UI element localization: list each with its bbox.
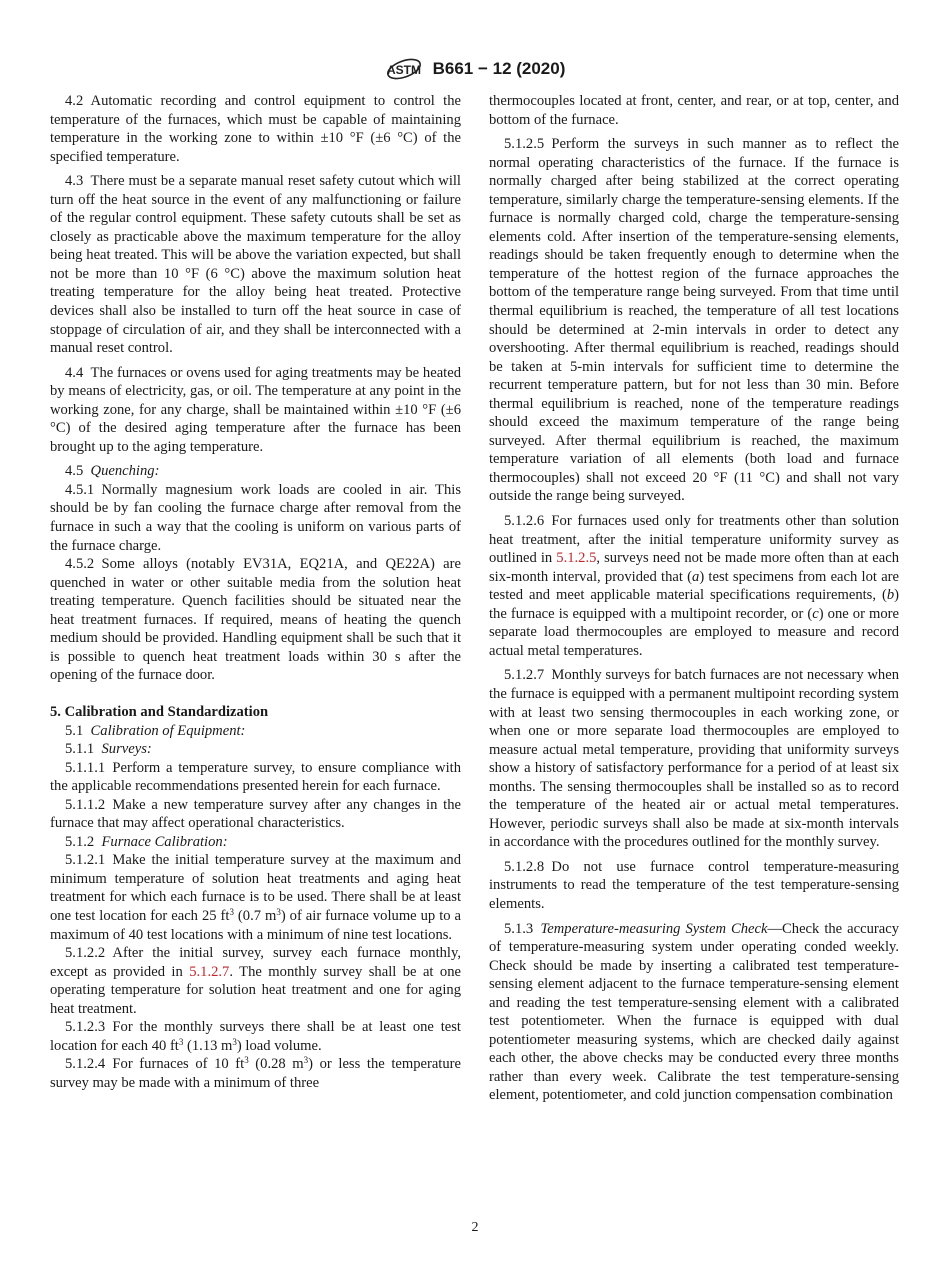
paragraph-4-4 (50, 364, 461, 457)
paragraph-text: 4.5 (65, 463, 91, 480)
superscript: 3 (229, 906, 234, 917)
paragraph-text: 5.1.2.7 Monthly surveys for batch furnaces are not necessary when the furnace is equipped with a permanent multipoint recording system with at least two sensing thermocouples in each working zone, or when one or more separate load thermocouples are employed to measure actual metal temperature, providing that uniformity surveys show a history of satisfactory performance for a period of at least six months. The sensing thermocouples shall be installed so as to record the temperature of the heated air or actual metal temperatures. However, periodic surveys shall also be made at six-month intervals in accordance with the procedures outlined for the monthly survey. (489, 667, 899, 851)
paragraph-text: ) the furnace is equipped with a multipoint recorder, or ( (489, 587, 899, 622)
paragraph-4-5-1 (50, 481, 461, 555)
paragraph-text: 4.4 The furnaces or ovens used for aging treatments may be heated by means of electricity, gas, or oil. The temperature at any point in the working zone, for any charge, shall be maintained within ±10 °F (±6 °C) of the desired aging temperature after the furnace has been brought up to the aging temperature. (50, 364, 461, 455)
paragraph-5-1-2-5 (489, 135, 899, 506)
paragraph-5-1-1-2 (50, 796, 461, 833)
paragraph-text: (0.7 m (233, 907, 277, 924)
paragraph-text: 5.1.2.4 For furnaces of 10 ft (65, 1056, 245, 1073)
superscript: 3 (303, 1055, 309, 1066)
document-designation: B661 − 12 (2020) (432, 59, 566, 78)
paragraph-text: 5.1.1.1 Perform a temperature survey, to ensure compliance with the applicable recommendations presented herein for each furnace. (50, 759, 461, 795)
paragraph-5-1-2-1 (50, 851, 461, 944)
paragraph-5-1-2-2 (50, 944, 461, 1018)
paragraph-5-1-3 (489, 920, 899, 1105)
paragraph-text: 4.5.1 Normally magnesium work loads are cooled in air. This should be by fan cooling the furnace charge after removal from the furnace in such a way that the cooling is uniform on various parts of the furnace charge. (50, 481, 461, 554)
paragraph-4-3 (50, 172, 461, 357)
paragraph-text: 5.1.2.5 Perform the surveys in such manner as to reflect the normal operating characteristics of the furnace. If the furnace is normally charged after being stabilized at the correct operating temperature, similarly charge the temperature-sensing elements. If the furnace is normally charged cold, charge the temperature-sensing elements cold. After insertion of the temperature-sensing elements, readings should be taken frequently enough to determine when the temperature of the hottest region of the furnace approaches the bottom of the temperature range being surveyed. From that time until thermal equilibrium is reached, the temperature of all test locations should be determined at 2-min intervals in order to detect any overshooting. After thermal equilibrium is reached, readings should be taken at 5-min intervals for sufficient time to determine the recurrent temperature pattern, but for not less than 30 min. Before thermal equilibrium is reached, none of the temperature readings should exceed the maximum temperature of the range being surveyed. After thermal equilibrium is reached, the maximum temperature variation of all elements (both load and furnace thermocouples) shall not exceed 20 °F (11 °C) and shall not vary outside the range being surveyed. (489, 136, 899, 505)
paragraph-text: 5.1.2.1 Make the initial temperature survey at the maximum and minimum temperature of solution heat treatments and aging heat treatment for which each furnace is to be used. There shall be at least one test location for each 25 ft (50, 852, 461, 924)
paragraph-text: 5.1.3 (504, 920, 541, 937)
paragraph-5-1-2-7 (489, 666, 899, 851)
paragraph-text: 5.1.2.2 After the initial survey, survey each furnace monthly, except as provided in (50, 945, 461, 980)
paragraph-text: (1.13 m (183, 1037, 233, 1054)
paragraph-text: , surveys need not be made more often than at each six-month interval, provided that ( (489, 550, 899, 585)
italic-text: Furnace Calibration: (101, 833, 228, 850)
paragraph-text: 5.1 (65, 722, 91, 739)
section-heading (50, 703, 461, 722)
italic-text: Calibration of Equipment: (90, 722, 246, 739)
paragraph-text: ) one or more separate load thermocouples are employed to measure and record actual metal temperatures. (489, 605, 899, 659)
svg-text:ASTM: ASTM (386, 63, 421, 77)
section-link[interactable]: 5.1.2.5 (556, 550, 597, 567)
paragraph-text: ) or less the temperature survey may be made with a minimum of three (50, 1056, 461, 1091)
paragraph-5-1-2-6 (489, 512, 899, 660)
paragraph-5-1-2 (50, 833, 461, 852)
paragraph-5-1-1 (50, 740, 461, 759)
paragraph-text: (0.28 m (248, 1056, 304, 1073)
italic-text: c (812, 605, 819, 622)
page-header (0, 56, 950, 82)
paragraph-4-5 (50, 462, 461, 481)
section-link[interactable]: 5.1.2.7 (189, 963, 230, 980)
paragraph-text: —Check the accuracy of temperature-measuring system under operating conded weekly. Check should be made by inserting a calibrated test temperature-sensing element adjacent to the furnace temperature-sensing element and reading the test temperature-sensing element with a calibrated test potentiometer. When the furnace is equipped with dual potentiometer measuring systems, which are checked daily against each other, the above checks may be conducted every three months rather than every week. Calibrate the test temperature-sensing element, potentiometer, and cold junction compensation combination (489, 920, 899, 1104)
left-column (50, 92, 461, 1092)
italic-text: a (692, 568, 700, 585)
paragraph-text: 5.1.2.3 For the monthly surveys there shall be at least one test location for each 40 ft (50, 1019, 461, 1054)
paragraph-5-1 (50, 722, 461, 741)
paragraph-text: 5. Calibration and Standardization (50, 703, 269, 720)
superscript: 3 (232, 1036, 237, 1047)
paragraph-text: 4.2 Automatic recording and control equipment to control the temperature of the furnaces, which must be capable of maintaining temperature in the working zone to within ±10 °F (±6 °C) of the specified temperature. (50, 93, 461, 165)
paragraph-text: 4.5.2 Some alloys (notably EV31A, EQ21A, and QE22A) are quenched in water or other suitable media from the solution heat treating temperature. Quench facilities should be situated near the heat treatment furnaces. If required, means of heating the quench medium should be provided. Handling equipment shall be such that it is possible to quench heat treatment loads within 30 s after the opening of the furnace door. (50, 556, 461, 684)
astm-logo-icon (385, 56, 423, 82)
paragraph-text: 5.1.2 (65, 833, 102, 850)
superscript: 3 (178, 1036, 184, 1047)
superscript: 3 (276, 906, 281, 917)
paragraph-5-1-2-4-cont (489, 92, 899, 129)
paragraph-text: 5.1.2.8 Do not use furnace control temperature-measuring instruments to read the temperature of the test temperature-sensing elements. (489, 858, 899, 912)
paragraph-text: . The monthly survey shall be at one operating temperature for solution heat treatment and one for aging heat treatment. (50, 963, 461, 1017)
paragraph-5-1-1-1 (50, 759, 461, 796)
paragraph-text: ) load volume. (236, 1037, 322, 1054)
paragraph-4-2 (50, 92, 461, 166)
paragraph-text: thermocouples located at front, center, and rear, or at top, center, and bottom of the furnace. (489, 93, 899, 128)
paragraph-5-1-2-3 (50, 1018, 461, 1055)
superscript: 3 (244, 1055, 249, 1066)
paragraph-text: ) test specimens from each lot are tested and meet applicable material specifications requirements, ( (489, 568, 900, 604)
italic-text: Quenching: (90, 463, 160, 480)
paragraph-text: 5.1.1 (65, 741, 102, 758)
paragraph-text: 5.1.1.2 Make a new temperature survey after any changes in the furnace that may affect operational characteristics. (50, 796, 461, 832)
page-number: 2 (471, 1220, 479, 1235)
paragraph-text: 5.1.2.6 For furnaces used only for treatments other than solution heat treatment, after the initial temperature uniformity survey as outlined in (489, 513, 899, 567)
italic-text: b (886, 587, 895, 604)
paragraph-text: 4.3 There must be a separate manual reset safety cutout which will turn off the heat source in the event of any malfunctioning or failure of the regular control equipment. These safety cutouts shall be set as closely as practicable above the maximum temperature for the alloy being heat treated. This will be above the variation expected, but shall not be more than 10 °F (6 °C) above the maximum solution heat treating temperature for the alloy being heat treated. Protective devices shall also be installed to turn off the heat source in case of stoppage of circulation of air, and they shall be interconnected with a manual reset control. (50, 173, 461, 357)
paragraph-5-1-2-4 (50, 1055, 461, 1092)
paragraph-4-5-2 (50, 555, 461, 685)
italic-text: Temperature-measuring System Check (540, 920, 768, 937)
right-column (489, 92, 899, 1105)
italic-text: Surveys: (101, 741, 152, 758)
paragraph-text: ) of air furnace volume up to a maximum of 40 test locations with a minimum of nine test locations. (50, 907, 461, 943)
paragraph-5-1-2-8 (489, 858, 899, 914)
